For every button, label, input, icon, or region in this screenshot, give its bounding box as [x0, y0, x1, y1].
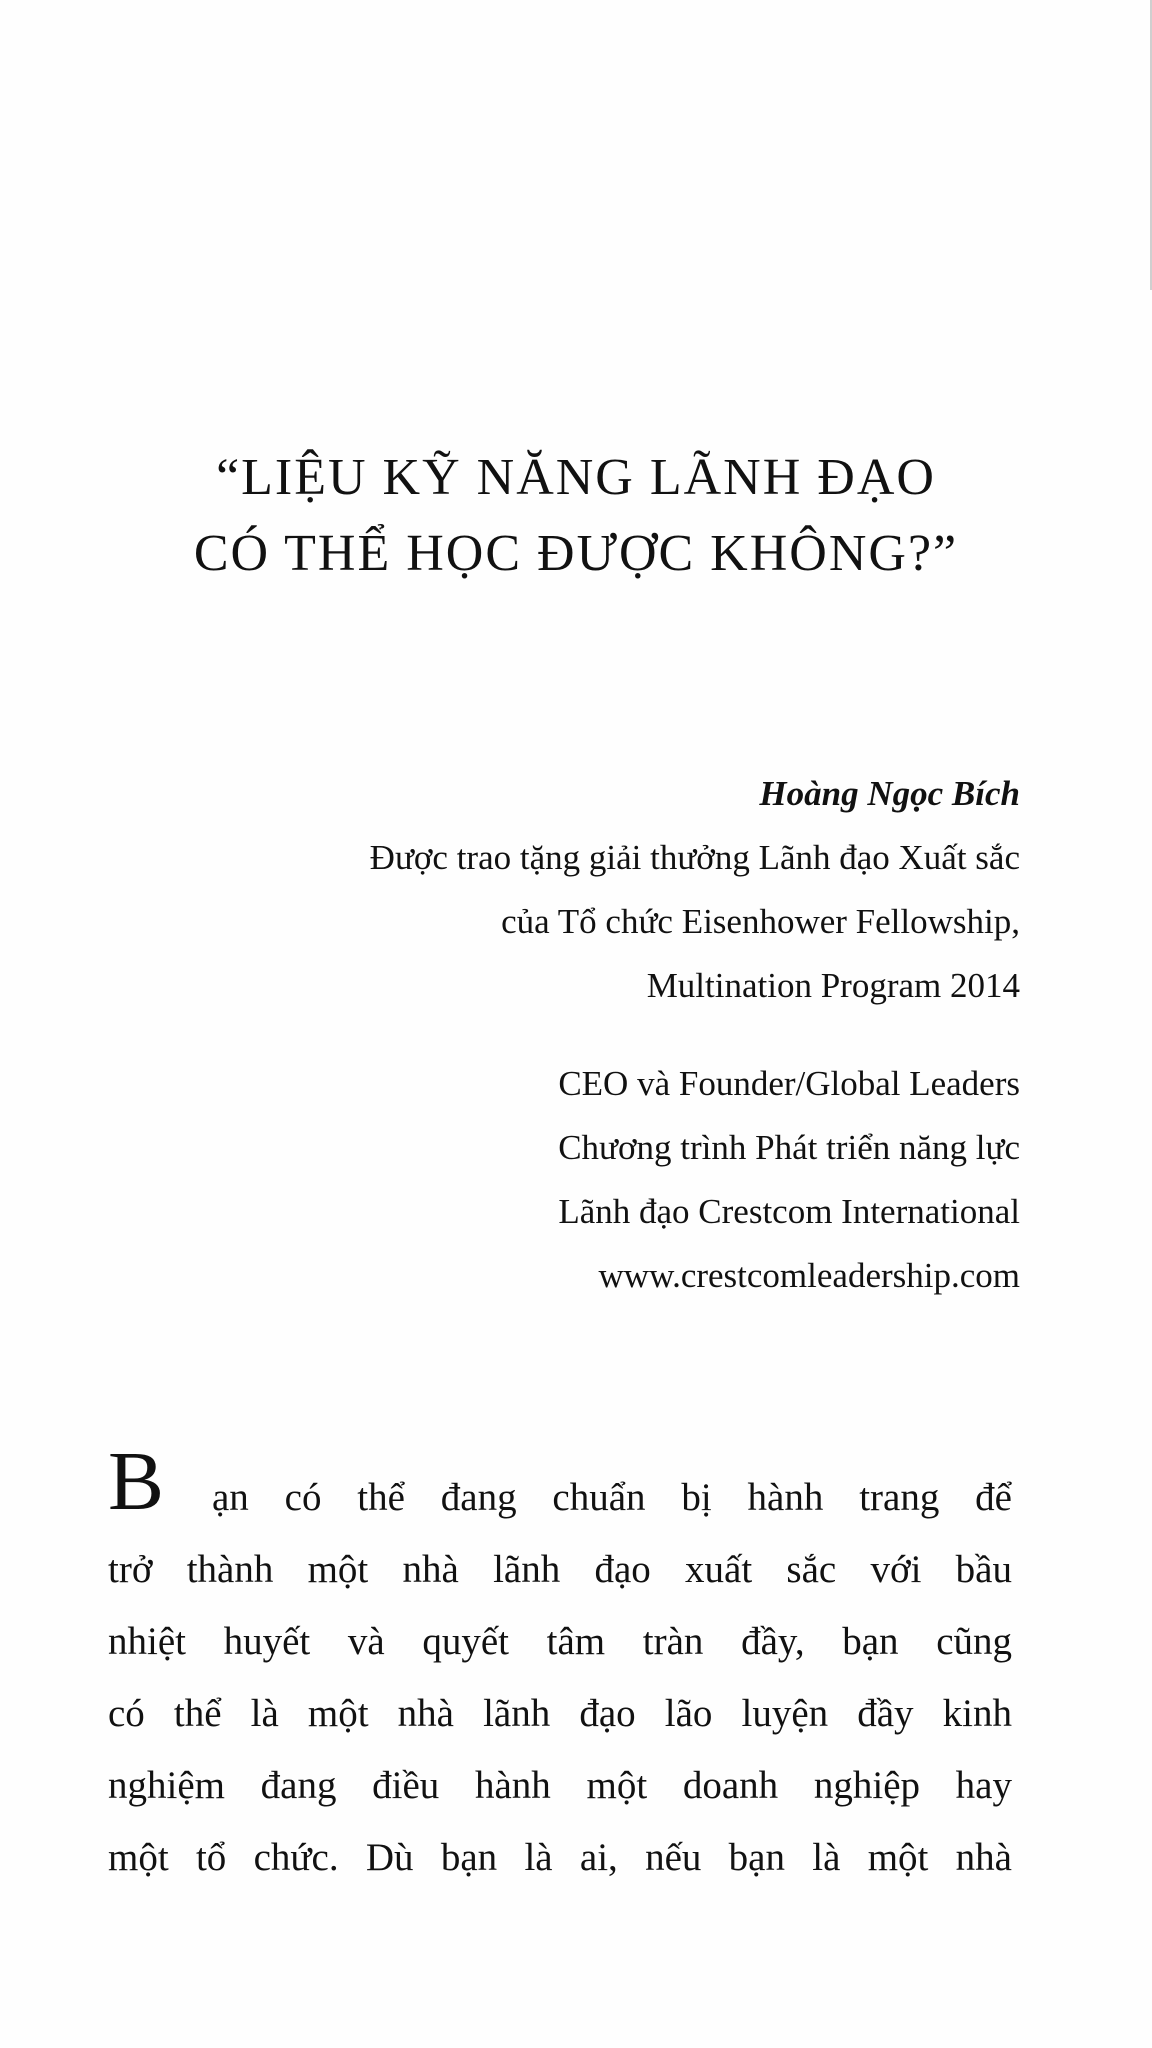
author-name: Hoàng Ngọc Bích — [759, 774, 1020, 813]
role-line: Lãnh đạo Crestcom International — [558, 1192, 1020, 1231]
attribution-spacer — [120, 1018, 1020, 1052]
role-line: CEO và Founder/Global Leaders — [558, 1064, 1020, 1103]
chapter-title — [0, 440, 1152, 592]
body-line — [108, 1435, 1012, 1534]
drop-cap: B — [108, 1435, 165, 1528]
body-line: nghiệm đang điều hành một doanh nghiệp hay — [108, 1764, 1012, 1807]
role-line: Chương trình Phát triển năng lực — [558, 1128, 1020, 1167]
award-line: Được trao tặng giải thưởng Lãnh đạo Xuất sắc — [369, 838, 1020, 877]
chapter-title-line-1: “LIỆU KỸ NĂNG LÃNH ĐẠO — [216, 449, 936, 506]
website-line: www.crestcomleadership.com — [598, 1256, 1020, 1295]
body-line: một tổ chức. Dù bạn là ai, nếu bạn là một nhà — [108, 1836, 1012, 1879]
body-line: nhiệt huyết và quyết tâm tràn đầy, bạn cũng — [108, 1620, 1012, 1663]
body-line-text: ạn có thể đang chuẩn bị hành trang để — [212, 1476, 1012, 1519]
body-line: có thể là một nhà lãnh đạo lão luyện đầy kinh — [108, 1692, 1012, 1735]
attribution-block — [120, 762, 1020, 1308]
award-line: Multination Program 2014 — [646, 966, 1020, 1005]
body-paragraph — [108, 1435, 1012, 1894]
award-line: của Tổ chức Eisenhower Fellowship, — [501, 902, 1020, 941]
body-line: trở thành một nhà lãnh đạo xuất sắc với bầu — [108, 1548, 1012, 1591]
chapter-title-line-2: CÓ THỂ HỌC ĐƯỢC KHÔNG?” — [193, 525, 959, 582]
